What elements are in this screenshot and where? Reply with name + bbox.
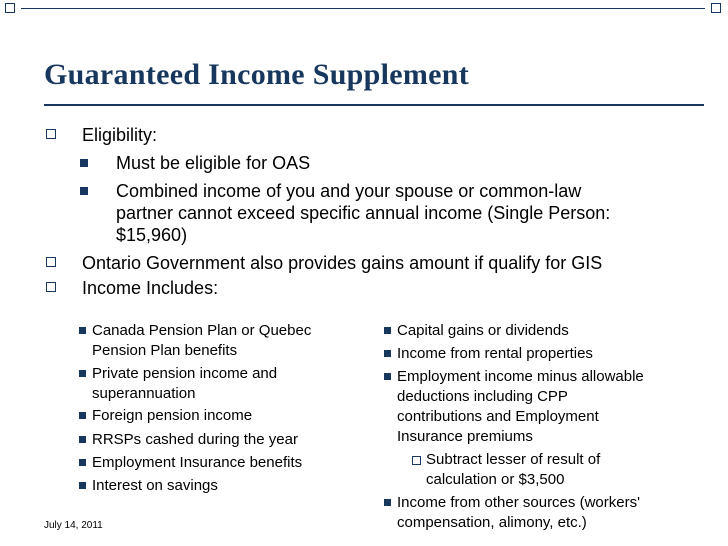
list-item-text: Employment Insurance benefits bbox=[92, 454, 303, 471]
filled-square-bullet-icon bbox=[80, 187, 88, 195]
list-item-line: calculation or $3,500 bbox=[426, 471, 565, 488]
list-item-line: Pension Plan benefits bbox=[92, 342, 238, 359]
bullet-text-line: Combined income of you and your spouse or common-law bbox=[116, 181, 582, 201]
bullet-text: Must be eligible for OAS bbox=[116, 153, 311, 173]
list-item-text: Capital gains or dividends bbox=[397, 322, 569, 339]
bullet-text: Income Includes: bbox=[82, 278, 219, 298]
filled-square-bullet-icon bbox=[79, 412, 86, 419]
footer-date: July 14, 2011 bbox=[44, 520, 103, 531]
bullet-text bbox=[116, 180, 696, 246]
list-item-line: superannuation bbox=[92, 385, 196, 402]
list-item-text bbox=[397, 367, 644, 447]
list-item-text bbox=[426, 450, 600, 490]
list-item-line: Canada Pension Plan or Quebec bbox=[92, 322, 312, 339]
list-item-text: Interest on savings bbox=[92, 477, 218, 494]
corner-square-icon bbox=[711, 3, 721, 13]
filled-square-bullet-icon bbox=[79, 459, 86, 466]
hollow-square-bullet-icon bbox=[46, 129, 56, 139]
list-item-text: Foreign pension income bbox=[92, 407, 253, 424]
hollow-square-bullet-icon bbox=[46, 257, 56, 267]
list-item-line: Insurance premiums bbox=[397, 428, 533, 445]
filled-square-bullet-icon bbox=[79, 370, 86, 377]
filled-square-bullet-icon bbox=[384, 499, 391, 506]
filled-square-bullet-icon bbox=[79, 327, 86, 334]
hollow-square-bullet-icon bbox=[46, 282, 56, 292]
slide-title: Guaranteed Income Supplement bbox=[44, 58, 470, 91]
list-item-line: Employment income minus allowable bbox=[397, 368, 644, 385]
filled-square-bullet-icon bbox=[79, 436, 86, 443]
hollow-square-bullet-icon bbox=[412, 456, 421, 465]
list-item-line: Private pension income and bbox=[92, 365, 278, 382]
list-item-text: Income from rental properties bbox=[397, 345, 593, 362]
list-item-text: RRSPs cashed during the year bbox=[92, 431, 298, 448]
list-item-line: contributions and Employment bbox=[397, 408, 599, 425]
bullet-text: Eligibility: bbox=[82, 125, 158, 145]
filled-square-bullet-icon bbox=[384, 373, 391, 380]
list-item-line: Subtract lesser of result of bbox=[426, 451, 601, 468]
bullet-text: Ontario Government also provides gains amount if qualify for GIS bbox=[82, 253, 603, 273]
list-item-line: compensation, alimony, etc.) bbox=[397, 514, 587, 531]
top-rule bbox=[21, 8, 705, 9]
slide-top-border bbox=[0, 0, 728, 32]
list-item-line: Income from other sources (workers' bbox=[397, 494, 640, 511]
list-item-text bbox=[92, 321, 311, 361]
list-item-text bbox=[397, 493, 640, 533]
title-underline bbox=[44, 104, 704, 106]
bullet-text-line: $15,960) bbox=[116, 225, 188, 245]
corner-square-icon bbox=[5, 3, 15, 13]
filled-square-bullet-icon bbox=[384, 327, 391, 334]
list-item-line: deductions including CPP bbox=[397, 388, 568, 405]
filled-square-bullet-icon bbox=[80, 159, 88, 167]
bullet-text-line: partner cannot exceed specific annual income (Single Person: bbox=[116, 203, 611, 223]
list-item-text bbox=[92, 364, 277, 404]
filled-square-bullet-icon bbox=[79, 482, 86, 489]
filled-square-bullet-icon bbox=[384, 350, 391, 357]
